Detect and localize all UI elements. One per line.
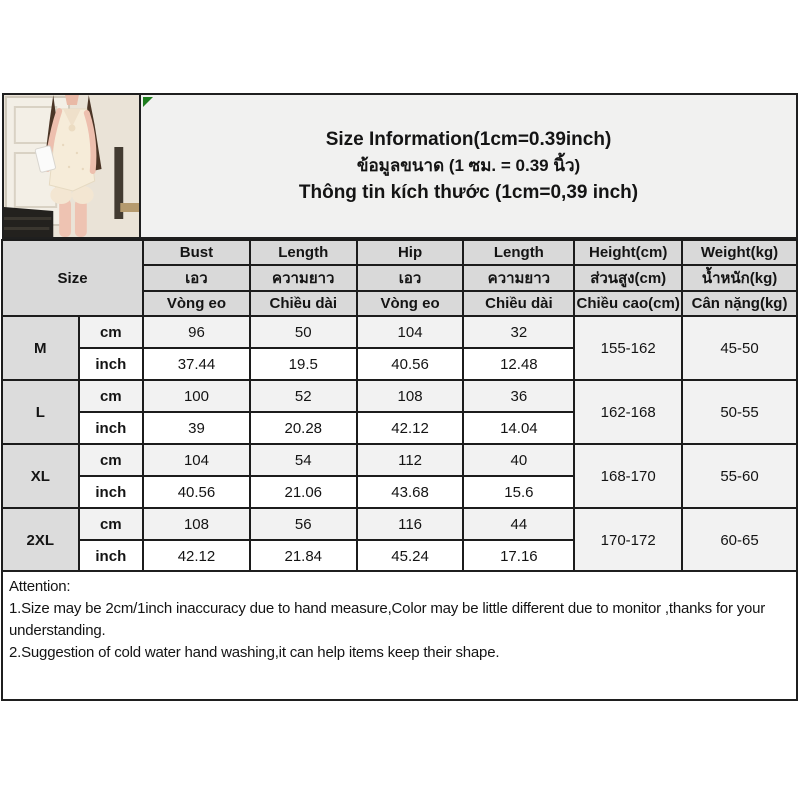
header-hip-vi: Vòng eo [357, 291, 464, 316]
cell-value: 96 [143, 316, 250, 348]
cell-value: 54 [250, 444, 357, 476]
size-table [1, 239, 798, 573]
header-length-vi: Chiều dài [250, 291, 357, 316]
unit-label-cm: cm [79, 508, 144, 540]
unit-label-inch: inch [79, 412, 144, 444]
weight-range: 45-50 [682, 316, 797, 380]
header-weight-en: Weight(kg) [682, 240, 797, 265]
height-range: 162-168 [574, 380, 682, 444]
unit-label-cm: cm [79, 380, 144, 412]
title-block [139, 93, 798, 239]
size-corner-label: Size [2, 240, 143, 316]
unit-label-inch: inch [79, 540, 144, 572]
cell-value: 19.5 [250, 348, 357, 380]
cell-value: 50 [250, 316, 357, 348]
cell-value: 43.68 [357, 476, 464, 508]
header-length-th: ความยาว [250, 265, 357, 291]
cell-value: 104 [357, 316, 464, 348]
cell-value: 42.12 [357, 412, 464, 444]
header-bust-vi: Vòng eo [143, 291, 250, 316]
header-height-vi: Chiều cao(cm) [574, 291, 682, 316]
height-range: 155-162 [574, 316, 682, 380]
cell-value: 44 [463, 508, 574, 540]
weight-range: 55-60 [682, 444, 797, 508]
header-row-english [2, 240, 797, 265]
header-length-en: Length [250, 240, 357, 265]
cell-value: 32 [463, 316, 574, 348]
attention-heading: Attention: [9, 578, 71, 595]
cell-value: 20.28 [250, 412, 357, 444]
cell-value: 40 [463, 444, 574, 476]
size-label-2xl: 2XL [2, 508, 79, 572]
header-length2-th: ความยาว [463, 265, 574, 291]
header-weight-th: น้ำหนัก(kg) [682, 265, 797, 291]
header-bust-th: เอว [143, 265, 250, 291]
weight-range: 50-55 [682, 380, 797, 444]
cell-value: 12.48 [463, 348, 574, 380]
cell-value: 112 [357, 444, 464, 476]
cell-value: 104 [143, 444, 250, 476]
height-range: 168-170 [574, 444, 682, 508]
cell-value: 21.84 [250, 540, 357, 572]
weight-range: 60-65 [682, 508, 797, 572]
cell-value: 45.24 [357, 540, 464, 572]
cell-value: 108 [357, 380, 464, 412]
product-photo-illustration [4, 95, 139, 237]
cell-value: 40.56 [357, 348, 464, 380]
size-label-l: L [2, 380, 79, 444]
cell-value: 100 [143, 380, 250, 412]
cell-comment-marker-icon [143, 97, 153, 107]
unit-label-inch: inch [79, 476, 144, 508]
cell-value: 108 [143, 508, 250, 540]
cell-value: 40.56 [143, 476, 250, 508]
header-bust-en: Bust [143, 240, 250, 265]
unit-label-inch: inch [79, 348, 144, 380]
cell-value: 42.12 [143, 540, 250, 572]
table-row [2, 316, 797, 348]
cell-value: 37.44 [143, 348, 250, 380]
title-thai: ข้อมูลขนาด (1 ซม. = 0.39 นิ้ว) [356, 156, 581, 175]
table-row [2, 380, 797, 412]
size-label-xl: XL [2, 444, 79, 508]
cell-value: 21.06 [250, 476, 357, 508]
unit-label-cm: cm [79, 316, 144, 348]
header-length2-en: Length [463, 240, 574, 265]
attention-line-2: 2.Suggestion of cold water hand washing,it can help items keep their shape. [9, 644, 500, 661]
cell-value: 52 [250, 380, 357, 412]
header-hip-th: เอว [357, 265, 464, 291]
header-height-en: Height(cm) [574, 240, 682, 265]
header-length2-vi: Chiều dài [463, 291, 574, 316]
attention-note [1, 570, 798, 701]
product-photo [2, 93, 141, 239]
unit-label-cm: cm [79, 444, 144, 476]
size-label-m: M [2, 316, 79, 380]
title-english: Size Information(1cm=0.39inch) [325, 129, 612, 150]
cell-value: 39 [143, 412, 250, 444]
cell-value: 56 [250, 508, 357, 540]
header-height-th: ส่วนสูง(cm) [574, 265, 682, 291]
cell-value: 116 [357, 508, 464, 540]
table-row [2, 444, 797, 476]
cell-value: 15.6 [463, 476, 574, 508]
attention-line-1: 1.Size may be 2cm/1inch inaccuracy due to hand measure,Color may be little different due to monitor ,thanks for your understanding. [9, 600, 766, 639]
cell-value: 14.04 [463, 412, 574, 444]
cell-value: 36 [463, 380, 574, 412]
height-range: 170-172 [574, 508, 682, 572]
header-weight-vi: Cân nặng(kg) [682, 291, 797, 316]
title-vietnamese: Thông tin kích thước (1cm=0,39 inch) [298, 182, 639, 203]
table-row [2, 508, 797, 540]
cell-value: 17.16 [463, 540, 574, 572]
header-hip-en: Hip [357, 240, 464, 265]
